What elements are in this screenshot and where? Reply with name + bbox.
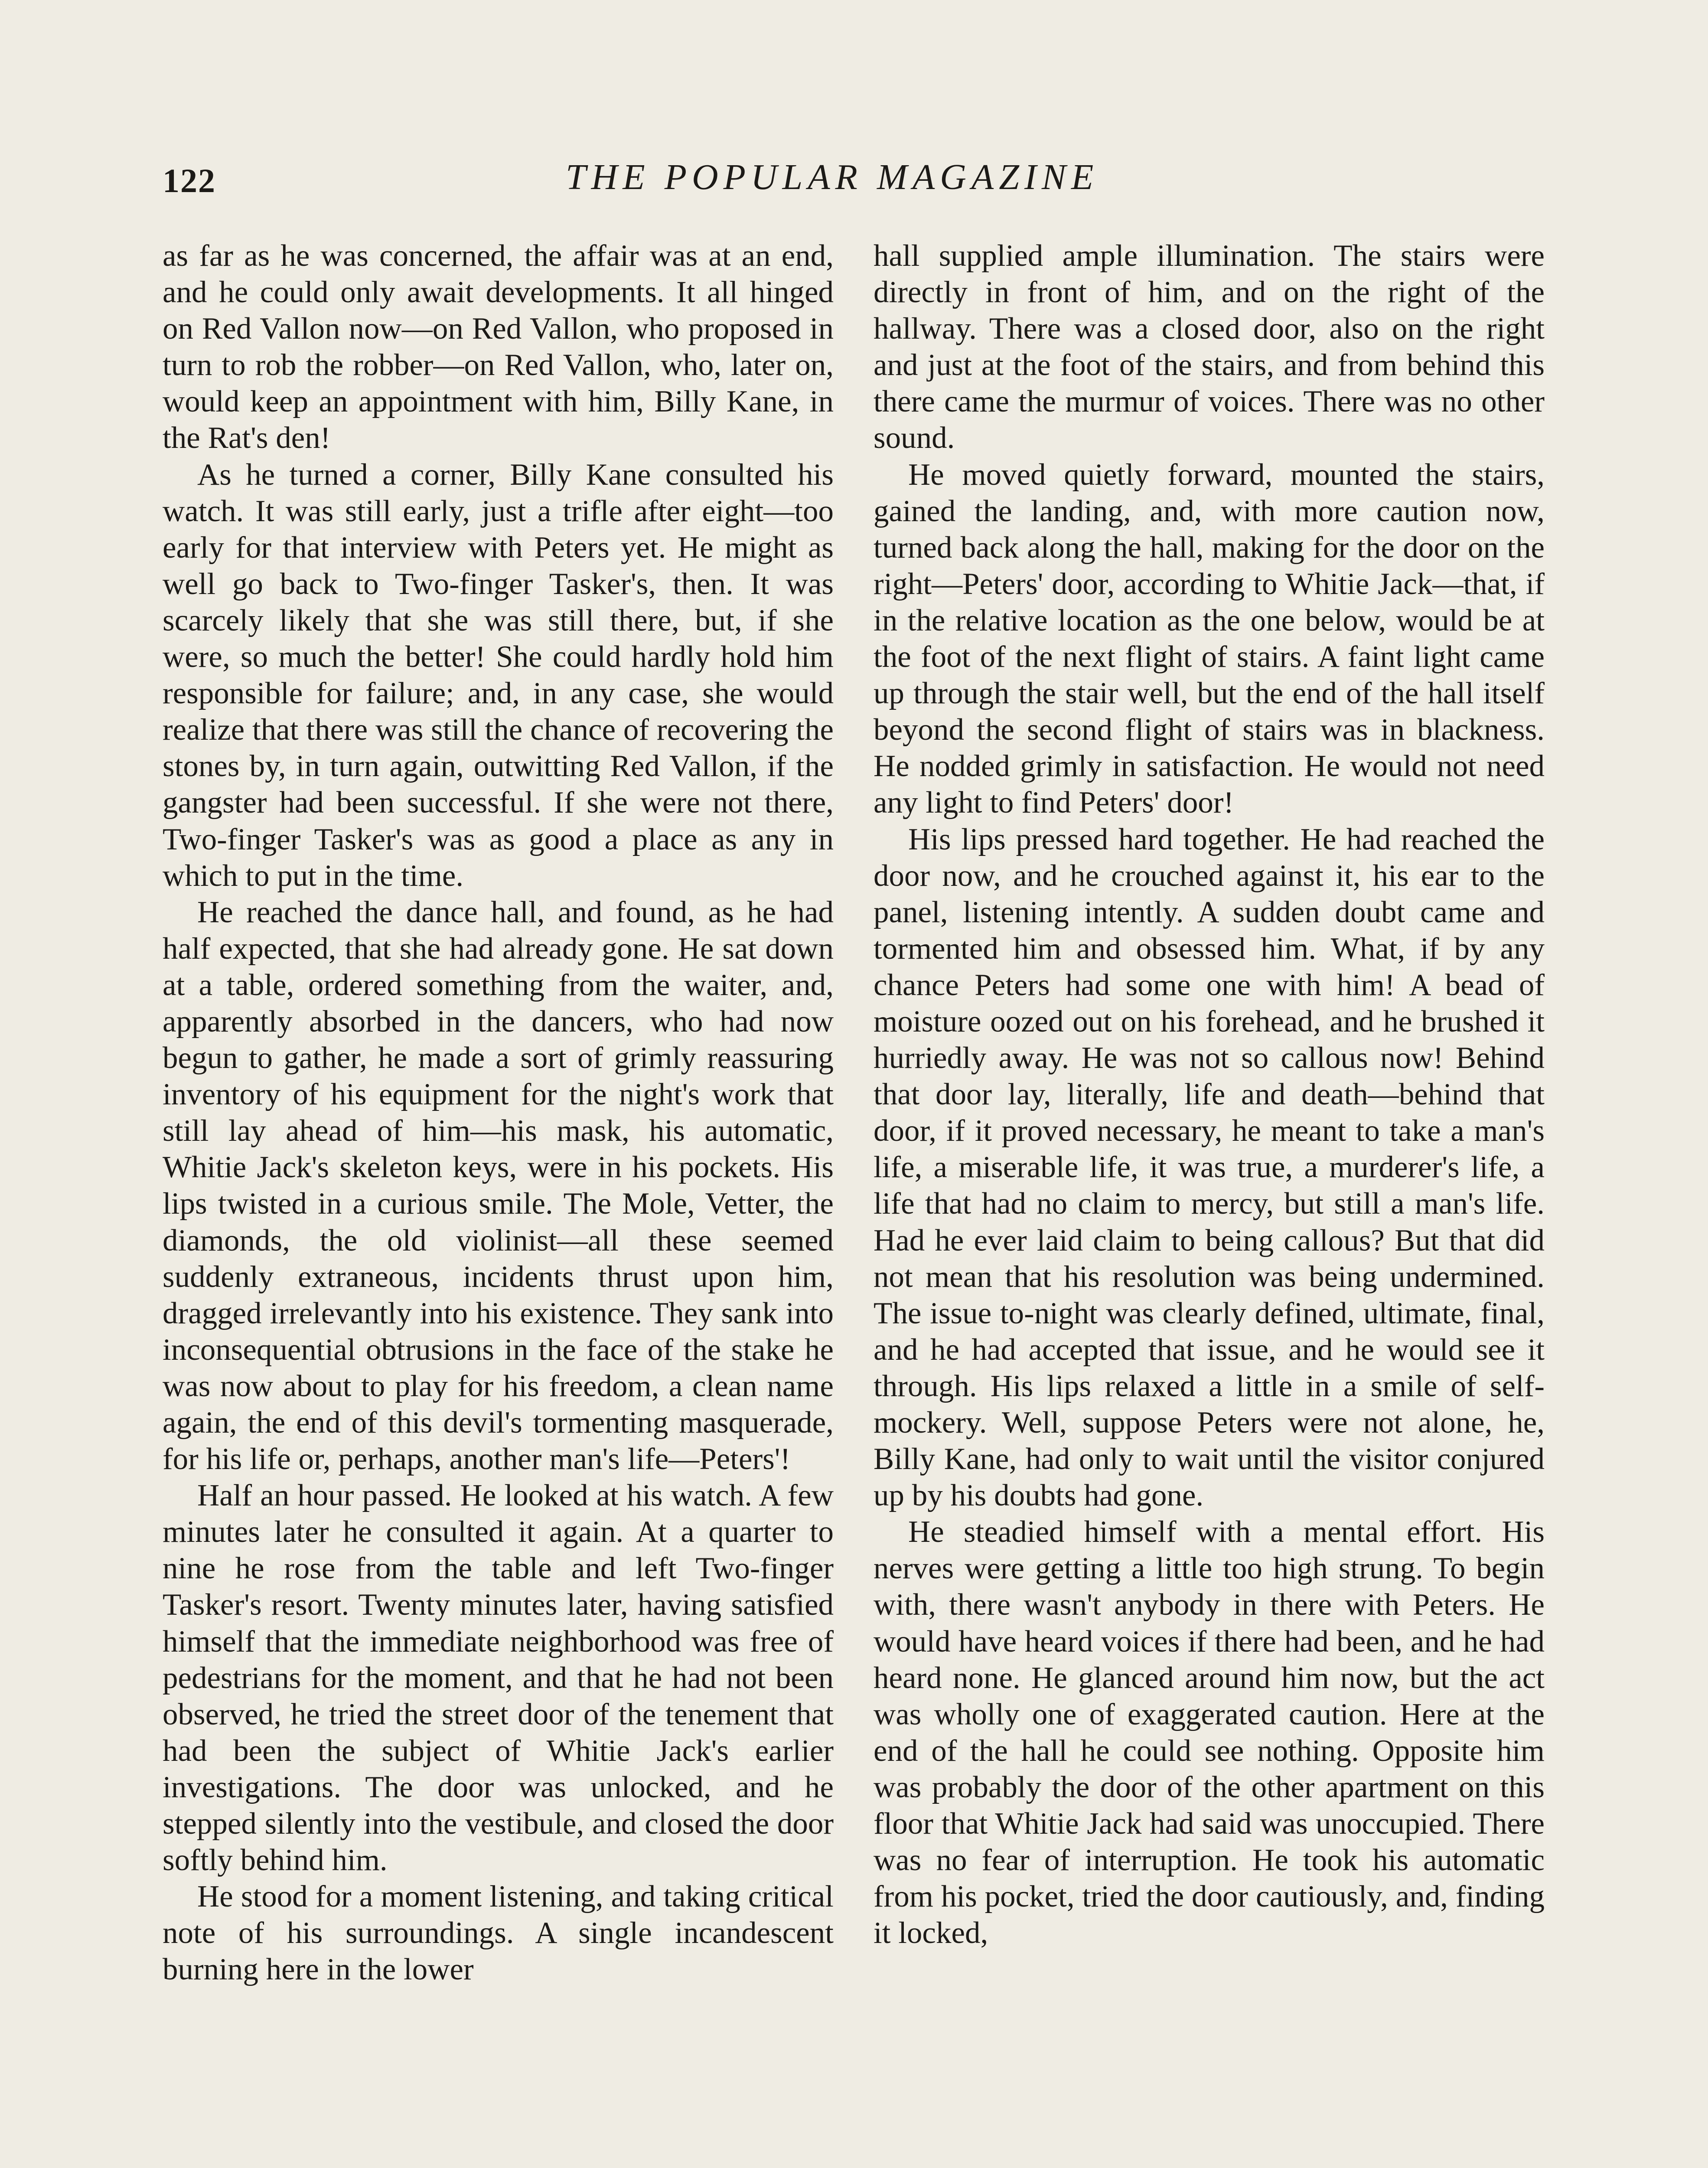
paragraph: He reached the dance hall, and found, as he had half expected, that she had already gone. He sat down at a table, ordered something from the waiter, and, apparently absorbed in the dancers, who had now begun to gather, he made a sort of grimly reassuring inventory of his equipment for the night's work that still lay ahead of him—his mask, his automatic, Whitie Jack's skeleton keys, were in his pockets. His lips twisted in a curious smile. The Mole, Vetter, the diamonds, the old violinist—all these seemed suddenly extraneous, incidents thrust upon him, dragged irrelevantly into his existence. They sank into inconsequential obtrusions in the face of the stake he was now about to play for his freedom, a clean name again, the end of this devil's tormenting masquerade, for his life or, perhaps, another man's life—Peters'! — [163, 895, 834, 1476]
page-number: 122 — [163, 162, 216, 199]
right-column — [874, 238, 1545, 1951]
paragraph: As he turned a corner, Billy Kane consulted his watch. It was still early, just a trifle after eight—too early for that interview with Peters yet. He might as well go back to Two-finger Tasker's, then. It was scarcely likely that she was still there, but, if she were, so much the better! She could hardly hold him responsible for failure; and, in any case, she would realize that there was still the chance of recovering the stones by, in turn again, outwitting Red Vallon, if the gangster had been successful. If she were not there, Two-finger Tasker's was as good a place as any in which to put in the time. — [163, 457, 834, 893]
paragraph: He steadied himself with a mental effort. His nerves were getting a little too high strung. To begin with, there wasn't anybody in there with Peters. He would have heard voices if there had been, and he had heard none. He glanced around him now, but the act was wholly one of exaggerated caution. Here at the end of the hall he could see nothing. Opposite him was probably the door of the other apartment on this floor that Whitie Jack had said was unoccupied. There was no fear of interruption. He took his automatic from his pocket, tried the door cautiously, and, finding it locked, — [874, 1515, 1545, 1950]
paragraph: He moved quietly forward, mounted the stairs, gained the landing, and, with more caution now, turned back along the hall, making for the door on the right—Peters' door, according to Whitie Jack—that, if in the relative location as the one below, would be at the foot of the next flight of stairs. A faint light came up through the stair well, but the end of the hall itself beyond the second flight of stairs was in blackness. He nodded grimly in satisfaction. He would not need any light to find Peters' door! — [874, 457, 1545, 820]
paragraph: His lips pressed hard together. He had reached the door now, and he crouched against it, his ear to the panel, listening intently. A sudden doubt came and tormented him and obsessed him. What, if by any chance Peters had some one with him! A bead of moisture oozed out on his forehead, and he brushed it hurriedly away. He was not so callous now! Behind that door lay, literally, life and death—behind that door, if it proved necessary, he meant to take a man's life, a miserable life, it was true, a murderer's life, a life that had no claim to mercy, but still a man's life. Had he ever laid claim to being callous? But that did not mean that his resolution was being undermined. The issue to-night was clearly defined, ultimate, final, and he had accepted that issue, and he would see it through. His lips relaxed a little in a smile of self-mockery. Well, suppose Peters were not alone, he, Billy Kane, had only to wait until the visitor conjured up by his doubts had gone. — [874, 822, 1545, 1513]
paragraph: Half an hour passed. He looked at his watch. A few minutes later he consulted it again. At a quarter to nine he rose from the table and left Two-finger Tasker's resort. Twenty minutes later, having satisfied himself that the immediate neighborhood was free of pedestrians for the moment, and that he had not been observed, he tried the street door of the tenement that had been the subject of Whitie Jack's earlier investigations. The door was unlocked, and he stepped silently into the vestibule, and closed the door softly behind him. — [163, 1479, 834, 1877]
paragraph: hall supplied ample illumination. The stairs were directly in front of him, and on the right of the hallway. There was a closed door, also on the right and just at the foot of the stairs, and from behind this there came the murmur of voices. There was no other sound. — [874, 239, 1545, 455]
left-column — [163, 238, 834, 1988]
magazine-title: THE POPULAR MAGAZINE — [566, 157, 1099, 197]
running-head — [163, 156, 1532, 204]
paragraph: He stood for a moment listening, and taking critical note of his surroundings. A single incandescent burning here in the lower — [163, 1880, 834, 1987]
paragraph: as far as he was concerned, the affair was at an end, and he could only await developments. It all hinged on Red Vallon now—on Red Vallon, who proposed in turn to rob the robber—on Red Vallon, who, later on, would keep an appointment with him, Billy Kane, in the Rat's den! — [163, 239, 834, 455]
